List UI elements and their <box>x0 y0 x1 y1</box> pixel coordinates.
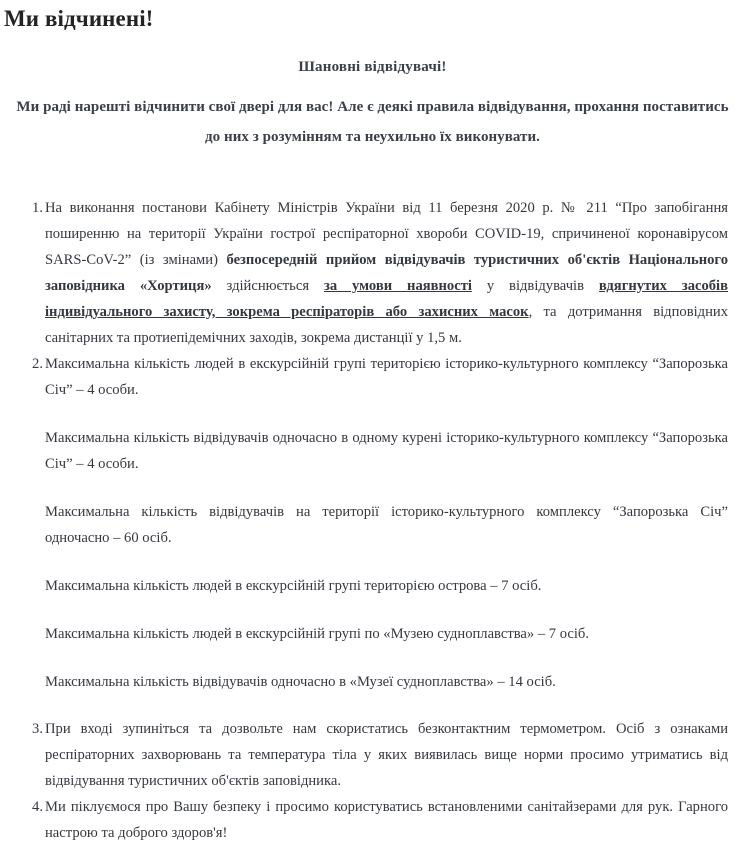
rule-sub-paragraph: Максимальна кількість людей в екскурсійній групі територією острова – 7 осіб. <box>45 577 542 594</box>
rule-sub-paragraph: Максимальна кількість людей в екскурсійній групі по «Музею судноплавства» – 7 осіб. <box>45 625 589 642</box>
rule-text-run: здійснюється <box>211 277 324 294</box>
rule-text-run: На виконання постанови Кабінету Міністрів України від 11 березня 2020 р. № 211 “Про запобігання поширенню на території України гострої респіраторної хвороби COVID-19, спричиненої коронавірусом SARS-CoV-2” (із змінами) <box>45 199 728 268</box>
rules-list <box>0 196 728 847</box>
rule-text <box>45 352 728 404</box>
rule-text-run: , та дотримання відповідних санітарних та протиепідемічних заходів, зокрема дистанції у 1,5 м. <box>45 303 729 346</box>
rule-text <box>45 196 728 352</box>
rule-sub-paragraph: Максимальна кількість відвідувачів одночасно в «Музеї судноплавства» – 14 осіб. <box>45 673 556 690</box>
rule-item <box>45 196 728 352</box>
rule-sub-paragraph: Максимальна кількість відвідувачів одночасно в одному курені історико-культурного комплексу “Запорозька Січ” – 4 особи. <box>45 429 728 472</box>
rule-item <box>45 795 728 847</box>
rule-text-run: Ми піклуємося про Вашу безпеку і просимо користуватись встановленими санітайзерами для рук. Гарного настрою та доброго здоров'я! <box>45 799 728 842</box>
rule-text-run: Максимальна кількість людей в екскурсійній групі територією історико-культурного комплексу “Запорозька Січ” – 4 особи. <box>45 355 728 398</box>
rule-text-run: у відвідувачів <box>471 277 599 294</box>
rule-sub-paragraph: Максимальна кількість відвідувачів на території історико-культурного комплексу “Запорозька Січ” одночасно – 60 осіб. <box>45 503 728 546</box>
document-page <box>0 6 745 842</box>
rule-text-run: При вході зупиніться та дозвольте нам скористатись безконтактним термометром. Осіб з ознаками респіраторних захворювань та температура тіла у яких виявилась вище норми просимо утриматись від відвідування туристичних об'єктів заповідника. <box>45 721 728 790</box>
intro-paragraph: Ми раді нарешті відчинити свої двері для вас! Але є деякі правила відвідування, прохання поставитись до них з розумінням та неухильно їх виконувати. <box>16 99 729 145</box>
rule-text-run: за умови наявності <box>323 277 472 294</box>
rule-item <box>45 717 728 795</box>
rule-text-run: вдягнутих засобів індивідуального захисту, зокрема респіраторів або захисних масок <box>45 277 728 320</box>
rule-text-run: безпосередній прийом відвідувачів туристичних об'єктів Національного заповідника «Хортиця» <box>45 251 728 294</box>
rule-item <box>45 352 728 696</box>
rule-text <box>45 717 728 795</box>
rule-text <box>45 795 728 847</box>
page-title: Ми відчинені! <box>4 6 154 31</box>
salutation-heading: Шановні відвідувачі! <box>298 59 447 76</box>
